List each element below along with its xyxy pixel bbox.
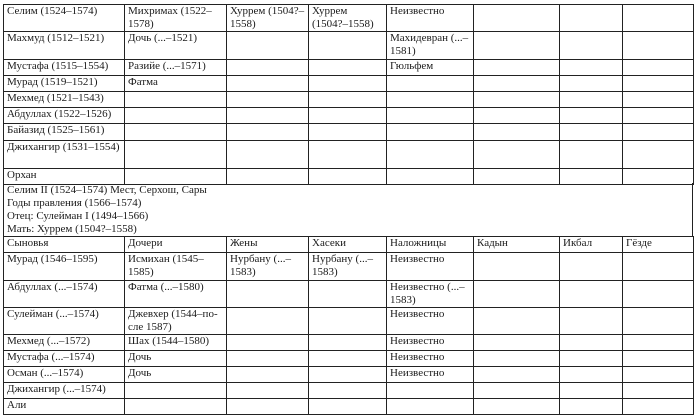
- table-cell: [227, 367, 309, 383]
- table-cell: [623, 5, 694, 32]
- table-cell: Фатма (...–1580): [125, 281, 227, 308]
- table-row: [4, 399, 694, 415]
- info-line-mother: Мать: Хуррем (1504?–1558): [7, 223, 137, 235]
- table-cell: Гюльфем: [387, 60, 474, 76]
- table-cell: [474, 141, 560, 169]
- table-cell: Неизвестно: [387, 308, 474, 335]
- table-cell: [227, 141, 309, 169]
- table-cell: [623, 399, 694, 415]
- table-cell: [560, 76, 623, 92]
- table-cell: [309, 108, 387, 124]
- table-cell: [474, 32, 560, 60]
- table-cell: Селим (1524–1574): [4, 5, 125, 32]
- table-cell: [474, 253, 560, 281]
- table-cell: Неизвестно (...–1583): [387, 281, 474, 308]
- table-cell: [623, 32, 694, 60]
- table-cell: Шах (1544–1580): [125, 335, 227, 351]
- table-cell: Михримах (1522–1578): [125, 5, 227, 32]
- table-row: [4, 281, 694, 308]
- table-cell: Неизвестно: [387, 335, 474, 351]
- table-cell: [474, 108, 560, 124]
- table-cell: [309, 367, 387, 383]
- table-cell: [560, 32, 623, 60]
- table-cell: Мехмед (1521–1543): [4, 92, 125, 108]
- column-header: Хасеки: [309, 237, 387, 253]
- table-cell: [125, 141, 227, 169]
- table-cell: [387, 108, 474, 124]
- table-row: [4, 32, 694, 60]
- table-cell: [623, 92, 694, 108]
- table-row: [4, 367, 694, 383]
- table-cell: Мехмед (...–1572): [4, 335, 125, 351]
- table-row: [4, 60, 694, 76]
- column-header: Икбал: [560, 237, 623, 253]
- table-cell: [227, 76, 309, 92]
- table-cell: [227, 383, 309, 399]
- table-row: [4, 253, 694, 281]
- table-cell: [125, 124, 227, 141]
- column-header: Дочери: [125, 237, 227, 253]
- table-cell: [623, 335, 694, 351]
- table-row: [4, 5, 694, 32]
- table-cell: Али: [4, 399, 125, 415]
- table-cell: [125, 383, 227, 399]
- table-cell: [474, 367, 560, 383]
- table-cell: [309, 60, 387, 76]
- table-cell: [387, 383, 474, 399]
- table-cell: [560, 141, 623, 169]
- table-cell: [474, 335, 560, 351]
- selim-ii-family-table: [3, 236, 694, 415]
- table-cell: [474, 92, 560, 108]
- table-cell: [125, 399, 227, 415]
- table-cell: Абдуллах (1522–1526): [4, 108, 125, 124]
- table-cell: Исмихан (1545–1585): [125, 253, 227, 281]
- info-line-reign: Годы правления (1566–1574): [7, 197, 142, 209]
- table-row: [4, 141, 694, 169]
- table-cell: [474, 351, 560, 367]
- table-cell: [125, 92, 227, 108]
- table-cell: [309, 383, 387, 399]
- table-cell: [227, 60, 309, 76]
- column-header: Кадын: [474, 237, 560, 253]
- table-cell: [474, 399, 560, 415]
- table-row: [4, 108, 694, 124]
- table-cell: [560, 124, 623, 141]
- selim-ii-info: [3, 183, 693, 236]
- table-cell: Мурад (1519–1521): [4, 76, 125, 92]
- info-line-father: Отец: Сулейман I (1494–1566): [7, 210, 149, 222]
- table-cell: [560, 5, 623, 32]
- table-cell: [623, 253, 694, 281]
- column-header: Сыновья: [4, 237, 125, 253]
- table-cell: [623, 108, 694, 124]
- table-row: [4, 124, 694, 141]
- table-cell: [227, 92, 309, 108]
- table-cell: [387, 124, 474, 141]
- column-header: Жены: [227, 237, 309, 253]
- table-cell: [387, 399, 474, 415]
- table-cell: [227, 124, 309, 141]
- info-line-name: Селим II (1524–1574) Мест, Серхош, Сары: [7, 184, 207, 196]
- table-cell: [560, 399, 623, 415]
- table-cell: [560, 335, 623, 351]
- table-cell: [309, 32, 387, 60]
- table-cell: Неизвестно: [387, 5, 474, 32]
- table-cell: Фатма: [125, 76, 227, 92]
- table-cell: [387, 76, 474, 92]
- table-cell: [560, 253, 623, 281]
- table-cell: Дочь (...–1521): [125, 32, 227, 60]
- table-cell: Махидевран (...–1581): [387, 32, 474, 60]
- table-cell: [474, 5, 560, 32]
- suleiman-children-table: [3, 4, 694, 185]
- table-cell: Хуррем (1504?–1558): [227, 5, 309, 32]
- table-cell: Сулейман (...–1574): [4, 308, 125, 335]
- table-cell: [560, 308, 623, 335]
- table-row: [4, 76, 694, 92]
- table-row: [4, 351, 694, 367]
- table-cell: [623, 124, 694, 141]
- table-cell: Хуррем (1504?–1558): [309, 5, 387, 32]
- table-cell: Нурбану (...–1583): [309, 253, 387, 281]
- table-cell: [623, 281, 694, 308]
- table-cell: [560, 351, 623, 367]
- table-cell: [474, 383, 560, 399]
- table-cell: Дочь: [125, 351, 227, 367]
- table-cell: [560, 367, 623, 383]
- table-cell: Джихангир (...–1574): [4, 383, 125, 399]
- table-cell: [623, 76, 694, 92]
- table-cell: Джихангир (1531–1554): [4, 141, 125, 169]
- table-cell: [474, 76, 560, 92]
- table-cell: [623, 351, 694, 367]
- table-cell: [125, 108, 227, 124]
- table-row: [4, 92, 694, 108]
- table-cell: [387, 92, 474, 108]
- table-row: [4, 308, 694, 335]
- table-cell: [227, 32, 309, 60]
- table-cell: [309, 281, 387, 308]
- table-cell: [309, 399, 387, 415]
- table-cell: Мустафа (1515–1554): [4, 60, 125, 76]
- table-cell: [309, 351, 387, 367]
- table-cell: [623, 383, 694, 399]
- table-cell: [227, 108, 309, 124]
- table-cell: [474, 124, 560, 141]
- table-cell: Мустафа (...–1574): [4, 351, 125, 367]
- table-cell: [560, 60, 623, 76]
- table-cell: [227, 335, 309, 351]
- table-cell: Нурбану (...–1583): [227, 253, 309, 281]
- table-cell: Неизвестно: [387, 367, 474, 383]
- table-row: [4, 335, 694, 351]
- table-cell: [623, 141, 694, 169]
- table-cell: [474, 281, 560, 308]
- table-cell: [227, 399, 309, 415]
- table-cell: Мурад (1546–1595): [4, 253, 125, 281]
- table-cell: [309, 308, 387, 335]
- table-cell: Разийе (...–1571): [125, 60, 227, 76]
- table-cell: [309, 124, 387, 141]
- table-cell: [227, 308, 309, 335]
- table-cell: Махмуд (1512–1521): [4, 32, 125, 60]
- table-cell: Неизвестно: [387, 253, 474, 281]
- table-cell: Неизвестно: [387, 351, 474, 367]
- table-cell: [560, 383, 623, 399]
- table-cell: [309, 335, 387, 351]
- table-cell: [623, 60, 694, 76]
- table-cell: [227, 351, 309, 367]
- table-cell: [309, 141, 387, 169]
- table-row: [4, 383, 694, 399]
- table-cell: Осман (...–1574): [4, 367, 125, 383]
- column-header: Гёзде: [623, 237, 694, 253]
- table1-body: [4, 5, 694, 185]
- table-cell: Байазид (1525–1561): [4, 124, 125, 141]
- table-cell: Орхан: [4, 169, 125, 185]
- table-cell: [560, 108, 623, 124]
- table-cell: [623, 308, 694, 335]
- table-cell: Дочь: [125, 367, 227, 383]
- header-row: [4, 237, 694, 253]
- table-cell: Джевхер (1544–по-сле 1587): [125, 308, 227, 335]
- table2-body: [4, 253, 694, 415]
- table-cell: [474, 60, 560, 76]
- table-cell: [474, 308, 560, 335]
- column-header: Наложницы: [387, 237, 474, 253]
- table-cell: [560, 92, 623, 108]
- table-cell: [387, 141, 474, 169]
- table-cell: [309, 92, 387, 108]
- table-cell: [623, 367, 694, 383]
- table-cell: Абдуллах (...–1574): [4, 281, 125, 308]
- table-cell: [227, 281, 309, 308]
- table2-header: [4, 237, 694, 253]
- table-cell: [560, 281, 623, 308]
- table-cell: [309, 76, 387, 92]
